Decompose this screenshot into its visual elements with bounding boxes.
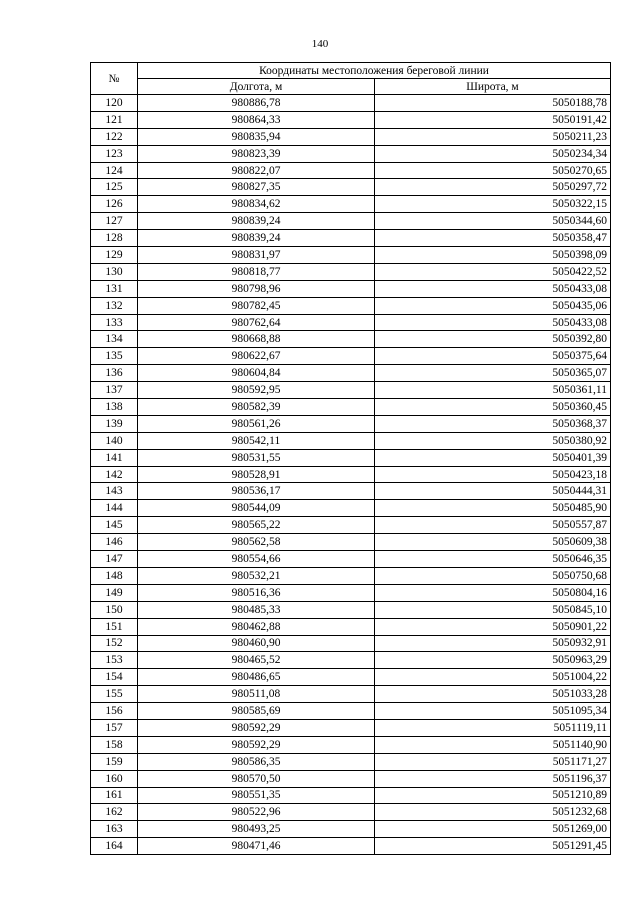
table-row	[91, 466, 611, 483]
longitude-cell: 980486,65	[138, 669, 375, 686]
latitude-cell: 5050375,64	[375, 348, 611, 365]
row-number: 139	[91, 415, 138, 432]
row-number: 141	[91, 449, 138, 466]
latitude-cell: 5051140,90	[375, 736, 611, 753]
row-number: 129	[91, 247, 138, 264]
longitude-cell: 980592,95	[138, 382, 375, 399]
latitude-cell: 5050191,42	[375, 111, 611, 128]
row-number: 124	[91, 162, 138, 179]
row-number: 138	[91, 399, 138, 416]
row-number: 131	[91, 280, 138, 297]
latitude-cell: 5050211,23	[375, 128, 611, 145]
latitude-cell: 5050392,80	[375, 331, 611, 348]
table-row	[91, 483, 611, 500]
table-header	[91, 63, 611, 95]
longitude-cell: 980528,91	[138, 466, 375, 483]
row-number: 132	[91, 297, 138, 314]
longitude-cell: 980782,45	[138, 297, 375, 314]
table-row	[91, 399, 611, 416]
page-number: 140	[311, 38, 329, 50]
table-row	[91, 770, 611, 787]
longitude-cell: 980531,55	[138, 449, 375, 466]
latitude-cell: 5050358,47	[375, 230, 611, 247]
latitude-cell: 5050609,38	[375, 534, 611, 551]
longitude-cell: 980561,26	[138, 415, 375, 432]
latitude-cell: 5050422,52	[375, 263, 611, 280]
table-row	[91, 753, 611, 770]
table-row	[91, 821, 611, 838]
longitude-cell: 980822,07	[138, 162, 375, 179]
latitude-cell: 5050557,87	[375, 517, 611, 534]
table-row	[91, 415, 611, 432]
table-row	[91, 111, 611, 128]
longitude-cell: 980582,39	[138, 399, 375, 416]
longitude-cell: 980544,09	[138, 500, 375, 517]
table-row	[91, 736, 611, 753]
row-number: 149	[91, 584, 138, 601]
row-number: 144	[91, 500, 138, 517]
table-row	[91, 652, 611, 669]
table-row	[91, 635, 611, 652]
row-number: 133	[91, 314, 138, 331]
table-row	[91, 584, 611, 601]
header-number: №	[91, 63, 138, 95]
table-row	[91, 314, 611, 331]
latitude-cell: 5050750,68	[375, 567, 611, 584]
header-longitude: Долгота, м	[138, 79, 375, 95]
latitude-cell: 5051196,37	[375, 770, 611, 787]
table-row	[91, 669, 611, 686]
table-row	[91, 551, 611, 568]
row-number: 127	[91, 213, 138, 230]
row-number: 140	[91, 432, 138, 449]
row-number: 120	[91, 95, 138, 112]
latitude-cell: 5050646,35	[375, 551, 611, 568]
row-number: 147	[91, 551, 138, 568]
latitude-cell: 5050401,39	[375, 449, 611, 466]
longitude-cell: 980827,35	[138, 179, 375, 196]
row-number: 125	[91, 179, 138, 196]
latitude-cell: 5050485,90	[375, 500, 611, 517]
row-number: 121	[91, 111, 138, 128]
latitude-cell: 5051269,00	[375, 821, 611, 838]
longitude-cell: 980762,64	[138, 314, 375, 331]
latitude-cell: 5051033,28	[375, 686, 611, 703]
table-row	[91, 601, 611, 618]
row-number: 137	[91, 382, 138, 399]
table-row	[91, 230, 611, 247]
latitude-cell: 5050804,16	[375, 584, 611, 601]
table-row	[91, 145, 611, 162]
table-row	[91, 703, 611, 720]
table-row	[91, 534, 611, 551]
longitude-cell: 980622,67	[138, 348, 375, 365]
longitude-cell: 980485,33	[138, 601, 375, 618]
longitude-cell: 980462,88	[138, 618, 375, 635]
latitude-cell: 5051004,22	[375, 669, 611, 686]
table-row	[91, 449, 611, 466]
longitude-cell: 980554,66	[138, 551, 375, 568]
header-latitude: Широта, м	[375, 79, 611, 95]
row-number: 145	[91, 517, 138, 534]
row-number: 152	[91, 635, 138, 652]
latitude-cell: 5050435,06	[375, 297, 611, 314]
latitude-cell: 5050963,29	[375, 652, 611, 669]
longitude-cell: 980493,25	[138, 821, 375, 838]
latitude-cell: 5050361,11	[375, 382, 611, 399]
row-number: 151	[91, 618, 138, 635]
longitude-cell: 980798,96	[138, 280, 375, 297]
table-row	[91, 686, 611, 703]
table-row	[91, 365, 611, 382]
longitude-cell: 980834,62	[138, 196, 375, 213]
latitude-cell: 5050845,10	[375, 601, 611, 618]
latitude-cell: 5050444,31	[375, 483, 611, 500]
row-number: 136	[91, 365, 138, 382]
row-number: 160	[91, 770, 138, 787]
table-row	[91, 432, 611, 449]
table-row	[91, 95, 611, 112]
longitude-cell: 980668,88	[138, 331, 375, 348]
latitude-cell: 5050297,72	[375, 179, 611, 196]
row-number: 123	[91, 145, 138, 162]
row-number: 157	[91, 719, 138, 736]
latitude-cell: 5051232,68	[375, 804, 611, 821]
table-row	[91, 162, 611, 179]
longitude-cell: 980460,90	[138, 635, 375, 652]
latitude-cell: 5051119,11	[375, 719, 611, 736]
table-row	[91, 348, 611, 365]
longitude-cell: 980471,46	[138, 838, 375, 855]
table-row	[91, 297, 611, 314]
longitude-cell: 980864,33	[138, 111, 375, 128]
table-row	[91, 247, 611, 264]
longitude-cell: 980585,69	[138, 703, 375, 720]
longitude-cell: 980511,08	[138, 686, 375, 703]
latitude-cell: 5050380,92	[375, 432, 611, 449]
row-number: 162	[91, 804, 138, 821]
latitude-cell: 5050901,22	[375, 618, 611, 635]
row-number: 156	[91, 703, 138, 720]
longitude-cell: 980516,36	[138, 584, 375, 601]
row-number: 134	[91, 331, 138, 348]
row-number: 130	[91, 263, 138, 280]
longitude-cell: 980835,94	[138, 128, 375, 145]
table-body	[91, 95, 611, 855]
longitude-cell: 980592,29	[138, 719, 375, 736]
latitude-cell: 5051210,89	[375, 787, 611, 804]
row-number: 128	[91, 230, 138, 247]
table-row	[91, 128, 611, 145]
table-row	[91, 517, 611, 534]
table-row	[91, 331, 611, 348]
row-number: 154	[91, 669, 138, 686]
table-row	[91, 263, 611, 280]
longitude-cell: 980551,35	[138, 787, 375, 804]
latitude-cell: 5050433,08	[375, 314, 611, 331]
longitude-cell: 980542,11	[138, 432, 375, 449]
latitude-cell: 5050932,91	[375, 635, 611, 652]
longitude-cell: 980839,24	[138, 230, 375, 247]
row-number: 126	[91, 196, 138, 213]
table-row	[91, 804, 611, 821]
longitude-cell: 980823,39	[138, 145, 375, 162]
row-number: 135	[91, 348, 138, 365]
latitude-cell: 5050234,34	[375, 145, 611, 162]
row-number: 142	[91, 466, 138, 483]
latitude-cell: 5050188,78	[375, 95, 611, 112]
coordinates-table	[90, 62, 611, 855]
table-row	[91, 838, 611, 855]
row-number: 122	[91, 128, 138, 145]
table-row	[91, 196, 611, 213]
latitude-cell: 5050365,07	[375, 365, 611, 382]
latitude-cell: 5051095,34	[375, 703, 611, 720]
row-number: 143	[91, 483, 138, 500]
longitude-cell: 980831,97	[138, 247, 375, 264]
row-number: 164	[91, 838, 138, 855]
table-row	[91, 179, 611, 196]
row-number: 155	[91, 686, 138, 703]
table-row	[91, 567, 611, 584]
longitude-cell: 980592,29	[138, 736, 375, 753]
row-number: 159	[91, 753, 138, 770]
latitude-cell: 5050368,37	[375, 415, 611, 432]
row-number: 158	[91, 736, 138, 753]
longitude-cell: 980818,77	[138, 263, 375, 280]
row-number: 150	[91, 601, 138, 618]
latitude-cell: 5051291,45	[375, 838, 611, 855]
table-row	[91, 719, 611, 736]
longitude-cell: 980570,50	[138, 770, 375, 787]
longitude-cell: 980562,58	[138, 534, 375, 551]
latitude-cell: 5050322,15	[375, 196, 611, 213]
latitude-cell: 5050398,09	[375, 247, 611, 264]
row-number: 163	[91, 821, 138, 838]
latitude-cell: 5050433,08	[375, 280, 611, 297]
longitude-cell: 980586,35	[138, 753, 375, 770]
longitude-cell: 980536,17	[138, 483, 375, 500]
table-row	[91, 382, 611, 399]
row-number: 148	[91, 567, 138, 584]
table-row	[91, 500, 611, 517]
latitude-cell: 5051171,27	[375, 753, 611, 770]
latitude-cell: 5050270,65	[375, 162, 611, 179]
row-number: 153	[91, 652, 138, 669]
latitude-cell: 5050344,60	[375, 213, 611, 230]
longitude-cell: 980565,22	[138, 517, 375, 534]
longitude-cell: 980532,21	[138, 567, 375, 584]
header-coordinates-group: Координаты местоположения береговой линии	[138, 63, 611, 79]
latitude-cell: 5050423,18	[375, 466, 611, 483]
longitude-cell: 980839,24	[138, 213, 375, 230]
longitude-cell: 980522,96	[138, 804, 375, 821]
latitude-cell: 5050360,45	[375, 399, 611, 416]
longitude-cell: 980465,52	[138, 652, 375, 669]
longitude-cell: 980604,84	[138, 365, 375, 382]
longitude-cell: 980886,78	[138, 95, 375, 112]
table-row	[91, 787, 611, 804]
row-number: 161	[91, 787, 138, 804]
table-row	[91, 280, 611, 297]
row-number: 146	[91, 534, 138, 551]
table-row	[91, 213, 611, 230]
table-row	[91, 618, 611, 635]
